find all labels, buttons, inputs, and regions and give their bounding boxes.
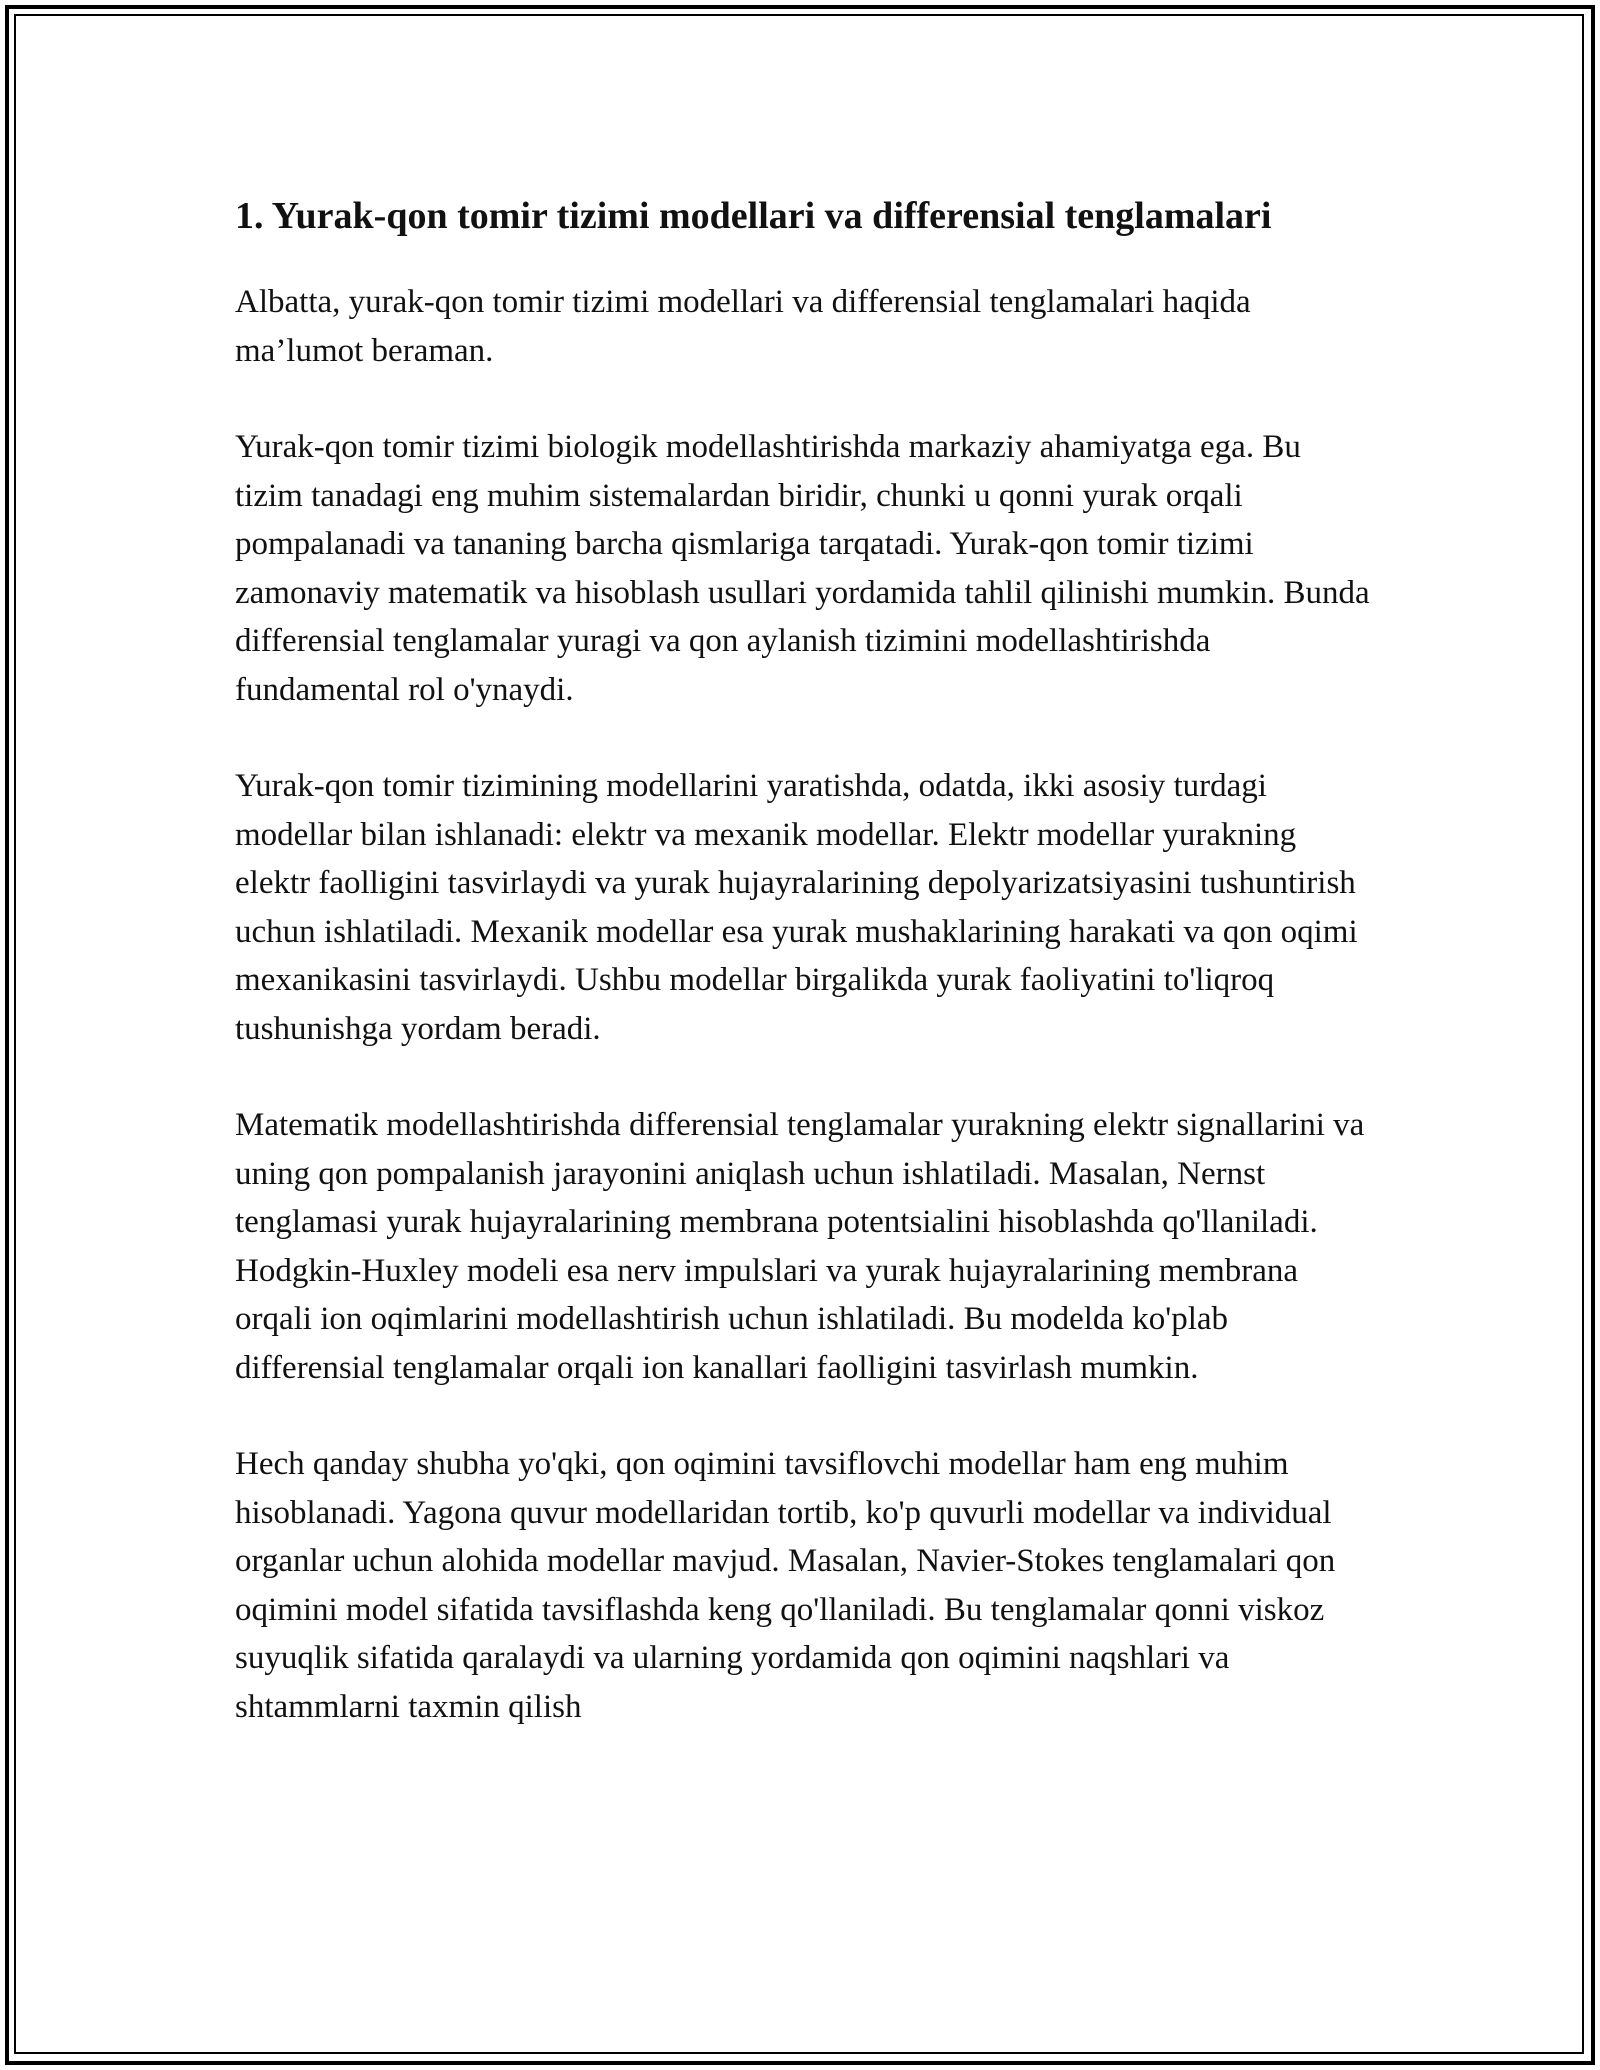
document-body (235, 188, 1375, 1779)
paragraph-blood-flow-models: Hech qanday shubha yo'qki, qon oqimini tavsiflovchi modellar ham eng muhim hisoblanadi. Yagona quvur modellaridan tortib, ko'p quvurli modellar va individual organlar uchun alohida modellar mavjud. Masalan, Navier-Stokes tenglamalari qon oqimini model sifatida tavsiflashda keng qo'llaniladi. Bu tenglamalar qonni viskoz suyuqlik sifatida qaralaydi va ularning yordamida qon oqimini naqshlari va shtammlarni taxmin qilish (235, 1446, 1336, 1725)
section-heading: 1. Yurak-qon tomir tizimi modellari va differensial tenglamalari (235, 195, 1272, 237)
paragraph-differential-equations: Matematik modellashtirishda differensial tenglamalar yurakning elektr signallarini va uning qon pompalanish jarayonini aniqlash uchun ishlatiladi. Masalan, Nernst tenglamasi yurak hujayralarining membrana potentsialini hisoblashda qo'llaniladi. Hodgkin-Huxley modeli esa nerv impulslari va yurak hujayralarining membrana orqali ion oqimlarini modellashtirish uchun ishlatiladi. Bu modelda ko'plab differensial tenglamalar orqali ion kanallari faolligini tasvirlash mumkin. (235, 1107, 1365, 1386)
paragraph-overview: Yurak-qon tomir tizimi biologik modellashtirishda markaziy ahamiyatga ega. Bu tizim tanadagi eng muhim sistemalardan biridir, chunki u qonni yurak orqali pompalanadi va tananing barcha qismlariga tarqatadi. Yurak-qon tomir tizimi zamonaviy matematik va hisoblash usullari yordamida tahlil qilinishi mumkin. Bunda differensial tenglamalar yuragi va qon aylanish tizimini modellashtirishda fundamental rol o'ynaydi. (235, 429, 1370, 708)
paragraph-intro: Albatta, yurak-qon tomir tizimi modellari va differensial tenglamalari haqida ma’lumot beraman. (235, 284, 1251, 369)
paragraph-model-types: Yurak-qon tomir tizimining modellarini yaratishda, odatda, ikki asosiy turdagi modellar bilan ishlanadi: elektr va mexanik modellar. Elektr modellar yurakning elektr faolligini tasvirlaydi va yurak hujayralarining depolyarizatsiyasini tushuntirish uchun ishlatiladi. Mexanik modellar esa yurak mushaklarining harakati va qon oqimi mexanikasini tasvirlaydi. Ushbu modellar birgalikda yurak faoliyatini to'liqroq tushunishga yordam beradi. (235, 768, 1358, 1047)
